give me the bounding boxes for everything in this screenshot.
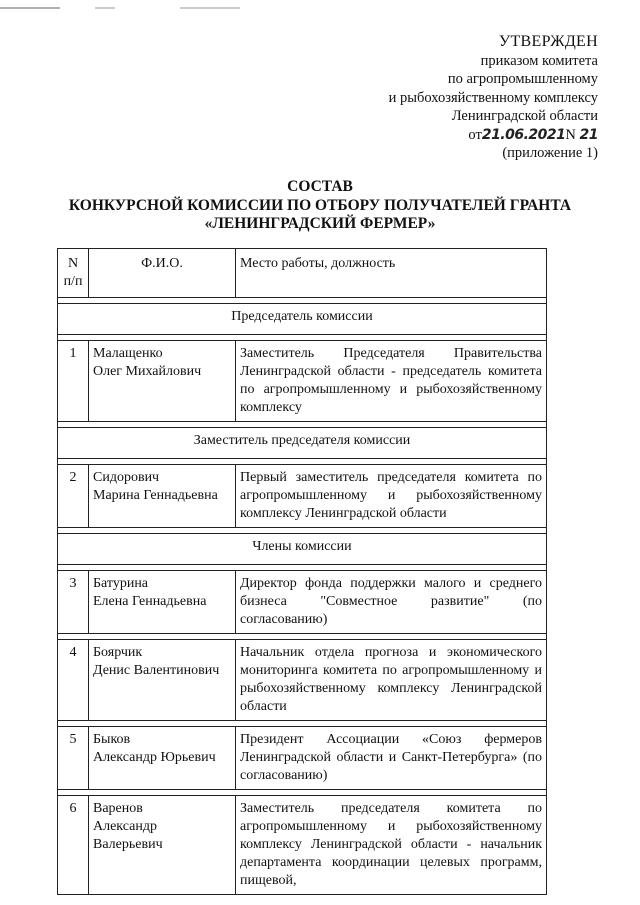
header-number-line: N bbox=[67, 256, 79, 271]
surname: Сидорович bbox=[93, 470, 160, 485]
header-number bbox=[58, 249, 89, 298]
approval-heading: УТВЕРЖДЕН bbox=[498, 33, 598, 50]
member-position: Заместитель Председателя Правительства Ленинградской области - председатель комитета по агропромышленному и рыбохозяйственному комплексу bbox=[236, 341, 547, 422]
member-position: Начальник отдела прогноза и экономического мониторинга комитета по агропромышленному и рыбохозяйственному комплексу Ленинградской области bbox=[236, 640, 547, 721]
member-name bbox=[89, 796, 236, 895]
given-names: Олег Михайлович bbox=[93, 364, 202, 379]
table-row bbox=[58, 465, 547, 528]
section-label-members: Члены комиссии bbox=[58, 534, 547, 565]
row-number: 5 bbox=[58, 727, 89, 790]
approval-date-line bbox=[278, 126, 598, 145]
section-label-deputy: Заместитель председателя комиссии bbox=[58, 428, 547, 459]
document-title bbox=[60, 178, 580, 234]
row-number: 2 bbox=[58, 465, 89, 528]
table-row bbox=[58, 640, 547, 721]
header-number-line: п/п bbox=[63, 274, 83, 289]
given-names: Марина Геннадьевна bbox=[93, 488, 218, 503]
surname: Быков bbox=[93, 732, 131, 747]
number-prefix: N bbox=[565, 126, 576, 143]
row-number: 3 bbox=[58, 571, 89, 634]
appendix-label: (приложение 1) bbox=[502, 145, 598, 161]
member-position: Первый заместитель председателя комитета по агропромышленному и рыбохозяйственному комплексу Ленинградской области bbox=[236, 465, 547, 528]
surname: Боярчик bbox=[93, 645, 143, 660]
row-number: 6 bbox=[58, 796, 89, 895]
member-name bbox=[89, 465, 236, 528]
approval-stamp bbox=[278, 33, 598, 163]
approval-line: приказом комитета bbox=[480, 52, 598, 69]
given-names: Александр Юрьевич bbox=[93, 750, 216, 765]
commission-table bbox=[57, 248, 547, 895]
handwritten-date: 21.06.2021 bbox=[481, 126, 566, 143]
member-name bbox=[89, 341, 236, 422]
table-row bbox=[58, 727, 547, 790]
approval-line: по агропромышленному bbox=[447, 71, 598, 87]
approval-line: и рыбохозяйственному комплексу bbox=[388, 89, 598, 106]
given-names: Елена Геннадьевна bbox=[93, 594, 207, 609]
title-line: СОСТАВ bbox=[287, 178, 353, 195]
given-names: Денис Валентинович bbox=[93, 663, 220, 678]
section-row bbox=[58, 534, 547, 565]
given-names: Александр bbox=[93, 819, 157, 834]
table-row bbox=[58, 796, 547, 895]
member-position: Заместитель председателя комитета по агропромышленному и рыбохозяйственному комплексу Ленинградской области - начальник департамента координации целевых программ, пищевой, bbox=[236, 796, 547, 895]
row-number: 4 bbox=[58, 640, 89, 721]
handwritten-number: 21 bbox=[579, 126, 598, 143]
header-name: Ф.И.О. bbox=[89, 249, 236, 298]
date-prefix: от bbox=[468, 126, 482, 143]
approval-line: Ленинградской области bbox=[451, 108, 598, 124]
title-line: «ЛЕНИНГРАДСКИЙ ФЕРМЕР» bbox=[204, 215, 436, 232]
section-row bbox=[58, 428, 547, 459]
patronymic: Валерьевич bbox=[93, 837, 163, 852]
header-position: Место работы, должность bbox=[236, 249, 547, 298]
table-row bbox=[58, 571, 547, 634]
section-label-chair: Председатель комиссии bbox=[58, 304, 547, 335]
member-position: Директор фонда поддержки малого и среднего бизнеса "Совместное развитие" (по согласованию) bbox=[236, 571, 547, 634]
table-header-row bbox=[58, 249, 547, 298]
section-row bbox=[58, 304, 547, 335]
surname: Варенов bbox=[93, 801, 143, 816]
member-position: Президент Ассоциации «Союз фермеров Ленинградской области и Санкт-Петербурга» (по согласованию) bbox=[236, 727, 547, 790]
table-row bbox=[58, 341, 547, 422]
title-line: КОНКУРСНОЙ КОМИССИИ ПО ОТБОРУ ПОЛУЧАТЕЛЕЙ ГРАНТА bbox=[68, 196, 572, 214]
member-name bbox=[89, 571, 236, 634]
surname: Батурина bbox=[93, 576, 149, 591]
member-name bbox=[89, 727, 236, 790]
surname: Малащенко bbox=[93, 346, 163, 361]
member-name bbox=[89, 640, 236, 721]
row-number: 1 bbox=[58, 341, 89, 422]
top-margin-mark bbox=[0, 0, 640, 16]
